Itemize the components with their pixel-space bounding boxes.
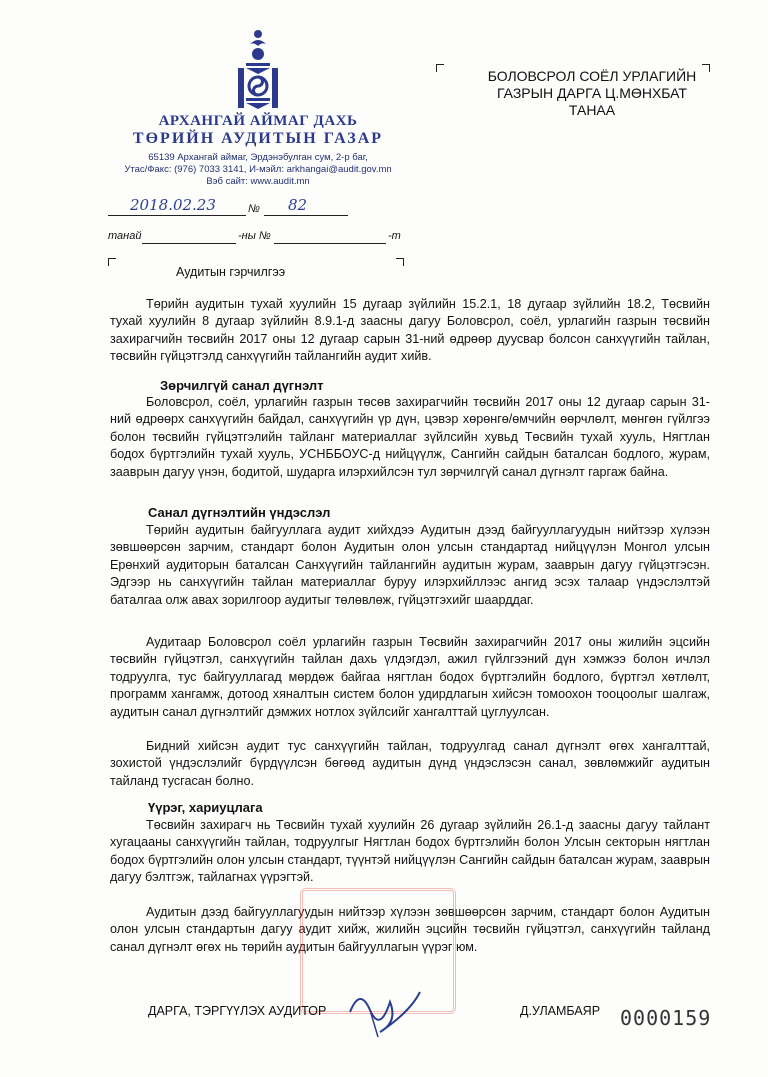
corner-mark bbox=[108, 258, 116, 266]
addressee-line2: ГАЗРЫН ДАРГА Ц.МӨНХБАТ bbox=[497, 85, 687, 101]
handwritten-date: 2018.02.23 bbox=[130, 196, 216, 214]
section-paragraph: Боловсрол, соёл, урлагийн газрын төсөв захирагчийн төсвийн 2017 оны 12 дугаар сарын 31-ний өдрөөрх санхүүгийн байдал, санхүүгийн үр дүн, цэвэр хөрөнгө/өмчийн өөрчлөлт, мөнгөн гүйлгээ болон төсвийн гүйцэтгэлийн тайланг материаллаг зүйлсийн хувьд Төсвийн тухай хууль, Нягтлан бодох бүртгэлийн тухай хууль, УСНББОУС-д нийцүүлж, Сангийн сайдын баталсан бодлого, журам, зааврын дагуу үнэн, бодитой, шударга илэрхийлсэн тул зөрчилгүй санал дүгнэлт гаргаж байна. bbox=[110, 395, 710, 479]
org-website: Вэб сайт: www.audit.mn bbox=[206, 176, 310, 187]
ref-number-label: -ны № bbox=[238, 230, 271, 242]
number-label: № bbox=[248, 203, 260, 215]
addressee-line1: БОЛОВСРОЛ СОЁЛ УРЛАГИЙН bbox=[487, 68, 697, 84]
corner-mark bbox=[436, 64, 444, 72]
handwritten-number: 82 bbox=[288, 196, 308, 214]
signatory-name: Д.УЛАМБАЯР bbox=[520, 1004, 601, 1018]
document-serial-number: 0000159 bbox=[620, 1006, 712, 1030]
addressee-block bbox=[452, 68, 732, 119]
date-underline bbox=[108, 215, 246, 216]
section-paragraph: Төсвийн захирагч нь Төсвийн тухай хуулийн 26 дугаар зүйлийн 26.1-д заасны дагуу тайлант хугацааны санхүүгийн тайлан, тодруулгыг Нягтлан бодох бүртгэлийн болон Улсын секторын нягтлан бодох бүртгэлийн олон улсын стандарт, түүнтэй нийцүүлэн Сангийн сайдын баталсан журам, зааврын дагуу бэлтгэж, тайлагнах үүрэгтэй. bbox=[110, 818, 710, 885]
ref-number-underline bbox=[274, 243, 386, 244]
section-heading: Санал дүгнэлтийн үндэслэл bbox=[148, 505, 331, 520]
section-paragraph: Бидний хийсэн аудит тус санхүүгийн тайлан, тодруулгад санал дүгнэлт өгөх хангалттай, зохистой үндэслэлийг бүрдүүлсэн бөгөөд аудитын дүнд үндэслэсэн санал, зөвлөмжийг аудитын тайланд тусгасан болно. bbox=[110, 739, 710, 788]
your-ref-label: танай bbox=[108, 230, 142, 242]
ref-t-label: -т bbox=[388, 230, 401, 242]
document-title: Аудитын гэрчилгээ bbox=[176, 265, 286, 279]
section-paragraph: Аудитаар Боловсрол соёл урлагийн газрын Төсвийн захирагчийн 2017 оны жилийн эцсийн төсвийн гүйцэтгэл, санхүүгийн тайлан дахь үлдэгдэл, ажил гүйлгээний дүн хэмжээ болон ичлэл тодруулга, тус байгууллагад мөрдөж байгаа нягтлан бодох бүртгэлийн бодлого, бүртгэл хөтлөлт, программ хангамж, дотоод хяналтын систем болон удирдлагын хийсэн томоохон тооцоолыг шалгаж, аудитын санал дүгнэлтийг дэмжих нотлох зүйлсийг хангалттай цуглуулсан. bbox=[110, 635, 710, 719]
section-heading: Үүрэг, хариуцлага bbox=[148, 800, 263, 815]
your-ref-underline bbox=[142, 243, 236, 244]
signatory-title: ДАРГА, ТЭРГҮҮЛЭХ АУДИТОР bbox=[148, 1004, 327, 1018]
state-emblem-icon bbox=[228, 28, 288, 112]
number-underline bbox=[264, 215, 348, 216]
section-paragraph: Аудитын дээд байгууллагуудын нийтээр хүлээн зөвшөөрсөн зарчим, стандарт болон Аудитын олон улсын стандартын дагуу аудит хийж, жилийн эцсийн төсвийн гүйцэтгэл, санхүүгийн тайланд санал дүгнэлт өгөх нь төрийн аудитын байгууллагын үүрэг юм. bbox=[110, 905, 710, 954]
intro-paragraph: Төрийн аудитын тухай хуулийн 15 дугаар зүйлийн 15.2.1, 18 дугаар зүйлийн 18.2, Төсвийн тухай хуулийн 8 дугаар зүйлийн 8.9.1-д заасны дагуу Боловсрол, соёл, урлагийн газрын төсвийн захирагчийн төсвийн 2017 оны 12 дугаар сарын 31-ний өдрөөр дуусвар болсон санхүүгийн тайлан, төсвийн гүйцэтгэлд санхүүгийн тайлангийн аудит хийв. bbox=[110, 297, 710, 364]
section-paragraph: Төрийн аудитын байгууллага аудит хийхдээ Аудитын дээд байгууллагуудын нийтээр хүлээн зөвшөөрсөн зарчим, стандарт болон Аудитын олон улсын стандартад нийцүүлэн Монгол улсын Ерөнхий аудиторын баталсан Санхүүгийн тайлангийн аудитын журам, зааврын дагуу гүйцэтгэсэн. Эдгээр нь санхүүгийн тайлан материаллаг буруу илэрхийллээс ангид эсэх талаар үндэслэлтэй баталгаа олж авах зорилгоор аудитыг төлөвлөж, гүйцэтгэхийг шаарддаг. bbox=[110, 523, 710, 607]
handwritten-signature-icon bbox=[340, 982, 430, 1042]
org-address: 65139 Архангай аймаг, Эрдэнэбулган сум, 2-р баг, bbox=[148, 152, 368, 163]
org-phone-email: Утас/Факс: (976) 7033 3141, И-мэйл: arkhangai@audit.gov.mn bbox=[124, 164, 392, 175]
section-heading: Зөрчилгүй санал дүгнэлт bbox=[160, 378, 324, 393]
org-name-line2: ТӨРИЙН АУДИТЫН ГАЗАР bbox=[132, 130, 384, 147]
corner-mark bbox=[396, 258, 404, 266]
org-contact-block bbox=[100, 152, 416, 188]
org-name-line1: АРХАНГАЙ АЙМАГ ДАХЬ bbox=[158, 113, 358, 129]
addressee-line3: ТАНАА bbox=[568, 102, 616, 118]
